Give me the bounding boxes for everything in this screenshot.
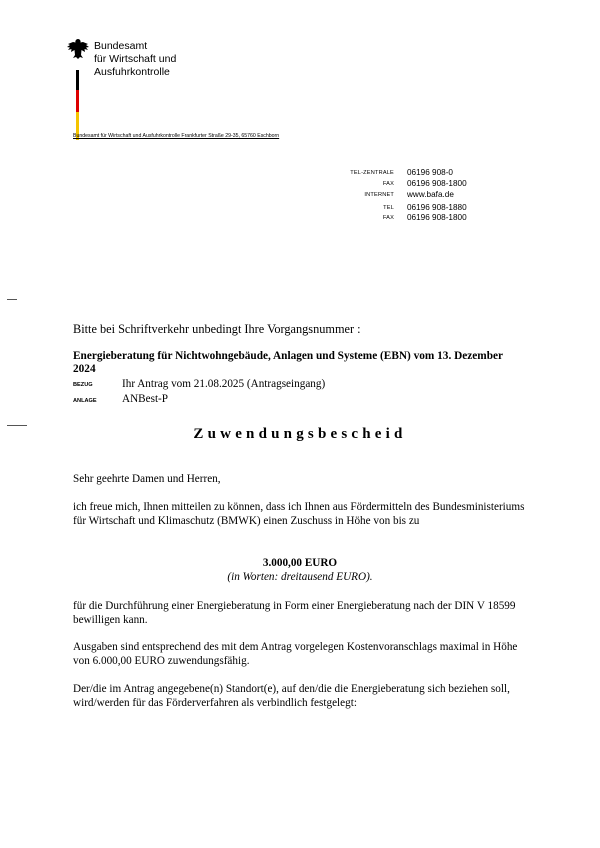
- subject-line: Energieberatung für Nichtwohngebäude, Anlagen und Systeme (EBN) vom 13. Dezember 2024: [73, 350, 503, 375]
- anlage-value: ANBest-P: [122, 393, 168, 405]
- contact-value-tel: 06196 908-1880: [407, 203, 467, 212]
- agency-name-line-2: für Wirtschaft und: [94, 53, 177, 65]
- agency-name-line-1: Bundesamt: [94, 40, 148, 52]
- contact-value-tel-zentrale: 06196 908-0: [407, 168, 453, 177]
- sender-address-line: Bundesamt für Wirtschaft und Ausfuhrkontrolle Frankfurter Straße 29-35, 65760 Eschborn: [73, 133, 280, 139]
- contact-value-internet[interactable]: www.bafa.de: [407, 190, 454, 199]
- reference-note: Bitte bei Schriftverkehr unbedingt Ihre Vorgangsnummer :: [73, 322, 361, 336]
- paragraph-eligible-costs: Ausgaben sind entsprechend des mit dem Antrag vorgelegen Kostenvoranschlags maximal in Höhe von 6.000,00 EURO zuwendungsfähig.: [73, 641, 518, 668]
- grant-amount-words: (in Worten: dreitausend EURO).: [227, 571, 373, 583]
- contact-block: [0, 0, 600, 230]
- contact-label-tel: TEL: [383, 205, 394, 211]
- contact-value-fax: 06196 908-1800: [407, 179, 467, 188]
- contact-value-fax-2: 06196 908-1800: [407, 213, 467, 222]
- salutation: Sehr geehrte Damen und Herren,: [73, 473, 221, 485]
- agency-name-line-3: Ausfuhrkontrolle: [94, 66, 170, 78]
- anlage-label: ANLAGE: [73, 398, 97, 404]
- document-title: Zuwendungsbescheid: [193, 426, 407, 442]
- bezug-label: BEZUG: [73, 382, 93, 388]
- contact-label-fax-2: FAX: [382, 215, 394, 221]
- bezug-value: Ihr Antrag vom 21.08.2025 (Antragseingang): [122, 378, 326, 390]
- contact-label-tel-zentrale: TEL-ZENTRALE: [350, 170, 394, 176]
- paragraph-locations: Der/die im Antrag angegebene(n) Standort(e), auf den/die die Energieberatung sich beziehen soll, wird/werden für das Förderverfahren als verbindlich festgelegt:: [73, 683, 510, 710]
- paragraph-purpose: für die Durchführung einer Energieberatung in Form einer Energieberatung nach der DIN V 18599 bewilligen kann.: [73, 600, 516, 627]
- fold-mark-top: [7, 299, 17, 300]
- contact-label-internet: INTERNET: [364, 192, 394, 198]
- paragraph-grant-intro: ich freue mich, Ihnen mitteilen zu können, dass ich Ihnen aus Fördermitteln des Bundesministeriums für Wirtschaft und Klimaschutz (BMWK) einen Zuschuss in Höhe von bis zu: [73, 501, 525, 528]
- grant-amount: 3.000,00 EURO: [262, 557, 338, 569]
- contact-label-fax: FAX: [382, 181, 394, 187]
